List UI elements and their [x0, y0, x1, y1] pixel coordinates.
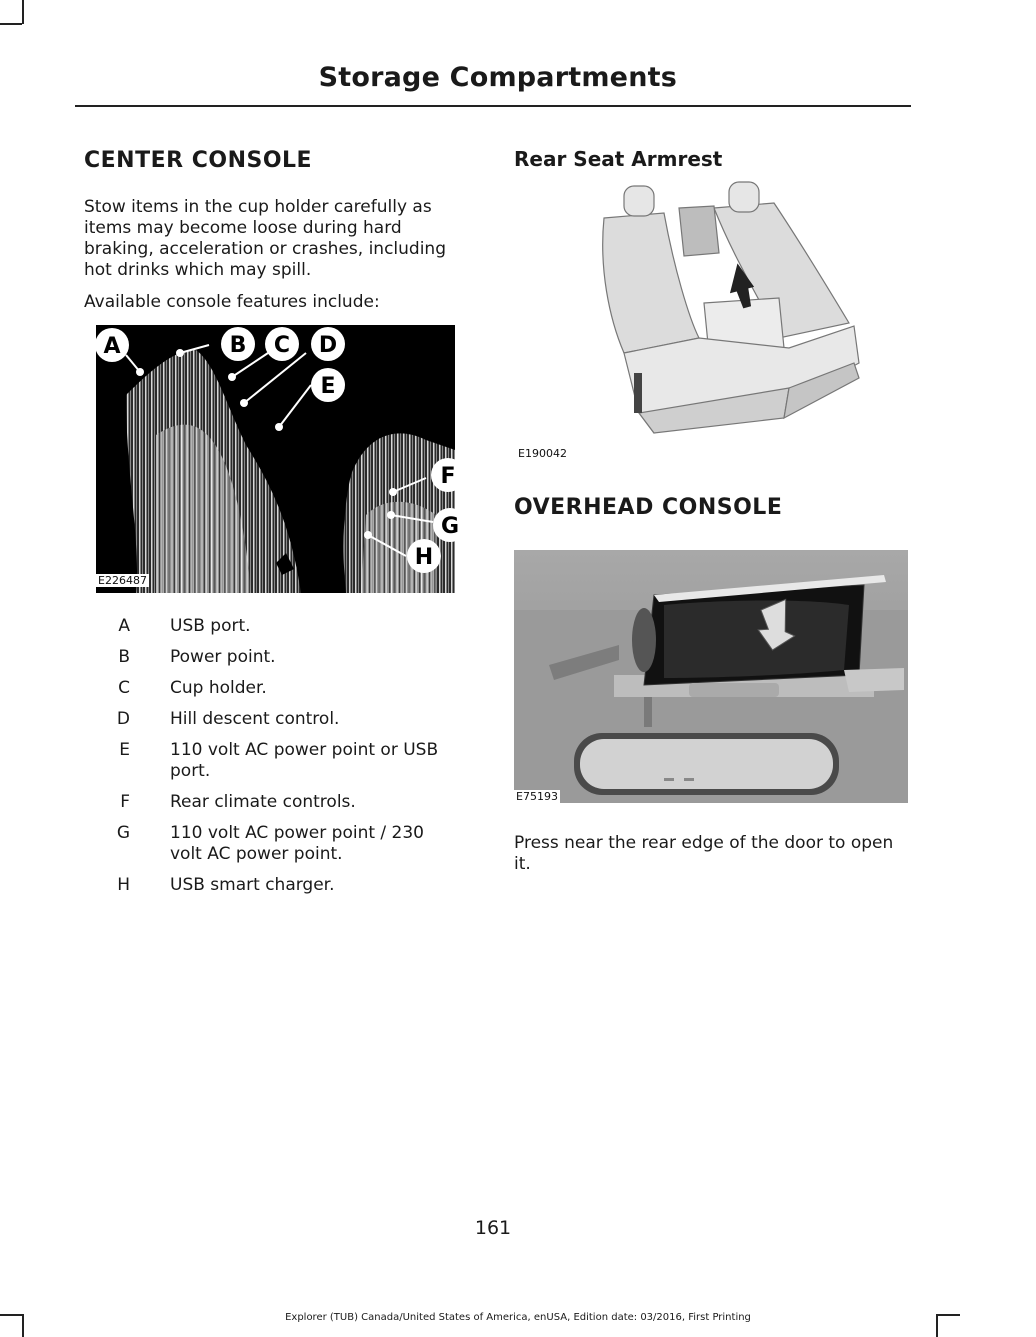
section-heading-rear-seat-armrest: Rear Seat Armrest — [514, 147, 723, 171]
callout-h: H — [414, 545, 434, 570]
center-console-figure — [96, 325, 460, 593]
legend-item — [106, 875, 486, 896]
legend-key: H — [117, 875, 130, 895]
legend-text: Hill descent control. — [170, 709, 340, 729]
legend-item — [106, 709, 486, 730]
figure-code: E190042 — [518, 447, 567, 460]
legend-key: E — [119, 740, 130, 760]
legend-text: 110 volt AC power point / 230 volt AC power point. — [170, 823, 424, 864]
legend-key: B — [118, 647, 130, 667]
edition-footer: Explorer (TUB) Canada/United States of America, enUSA, Edition date: 03/2016, First Printing — [285, 1312, 751, 1323]
center-console-intro: Stow items in the cup holder carefully as items may become loose during hard braking, acceleration or crashes, including hot drinks which may spill. — [84, 197, 446, 280]
legend-key: A — [118, 616, 130, 636]
overhead-console-illustration — [514, 550, 908, 803]
center-console-illustration — [96, 325, 460, 593]
legend-text: Rear climate controls. — [170, 792, 356, 812]
legend-text: 110 volt AC power point or USB port. — [170, 740, 439, 781]
legend-text: USB smart charger. — [170, 875, 335, 895]
overhead-console-instruction: Press near the rear edge of the door to open it. — [514, 833, 894, 874]
callout-d: D — [318, 333, 338, 358]
legend-key: D — [116, 709, 130, 729]
rear-seat-armrest-figure — [514, 178, 908, 460]
legend-key: F — [120, 792, 130, 812]
features-intro: Available console features include: — [84, 292, 380, 312]
callout-c: C — [273, 333, 291, 358]
legend-key: G — [116, 823, 130, 843]
legend-item — [106, 823, 486, 865]
figure-code: E226487 — [98, 574, 147, 587]
legend-item — [106, 740, 486, 782]
page-title: Storage Compartments — [318, 62, 677, 93]
legend-item — [106, 647, 486, 668]
legend-item — [106, 792, 486, 813]
callout-g: G — [440, 514, 460, 539]
callout-b: B — [229, 333, 247, 358]
feature-legend — [106, 616, 486, 906]
crop-mark — [22, 0, 24, 24]
callout-f: F — [440, 464, 456, 489]
legend-key: C — [118, 678, 130, 698]
page-number: 161 — [474, 1217, 512, 1239]
title-rule — [75, 105, 911, 107]
crop-mark — [0, 23, 22, 25]
legend-text: USB port. — [170, 616, 251, 636]
section-heading-overhead-console: OVERHEAD CONSOLE — [514, 495, 783, 520]
callout-a: A — [103, 334, 121, 359]
rear-seat-illustration — [514, 178, 908, 460]
legend-item — [106, 678, 486, 699]
legend-item — [106, 616, 486, 637]
legend-text: Power point. — [170, 647, 276, 667]
section-heading-center-console: CENTER CONSOLE — [84, 148, 313, 173]
figure-code: E75193 — [516, 790, 558, 803]
overhead-console-figure — [514, 550, 908, 803]
callout-e: E — [320, 374, 336, 399]
legend-text: Cup holder. — [170, 678, 267, 698]
